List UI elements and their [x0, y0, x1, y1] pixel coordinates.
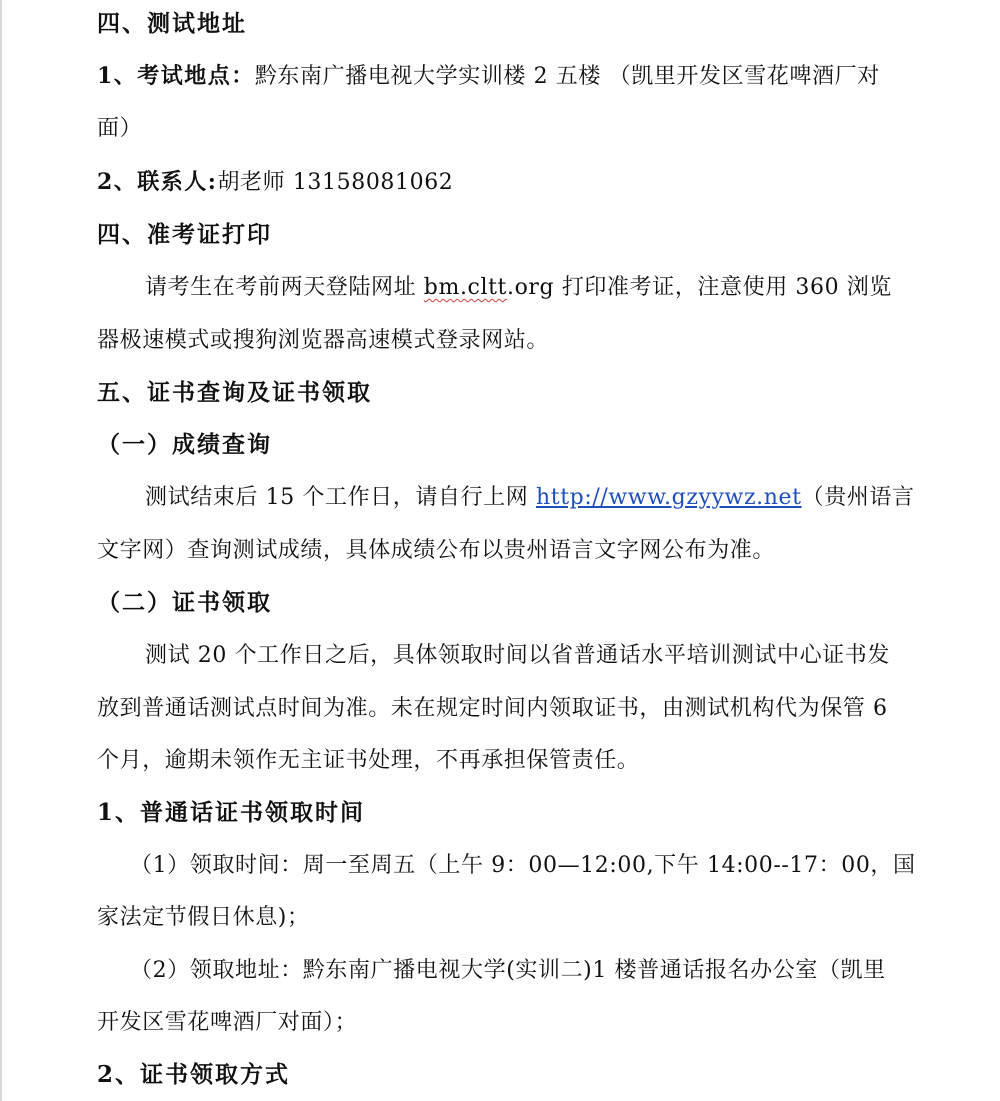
section-heading-test-address: 四、测试地址	[97, 10, 247, 37]
collection-time-line1: （1）领取时间：周一至周五（上午 9：00—12:00,下午 14:00--17：00，国	[130, 853, 916, 878]
score-para-pre: 测试结束后 15 个工作日，请自行上网	[145, 485, 536, 510]
subheading-certificate-collection: （二）证书领取	[97, 589, 272, 616]
website-url-part2: .org	[506, 275, 555, 300]
print-para-post: 打印准考证，注意使用 360 浏览	[554, 275, 893, 300]
exam-location-line	[97, 61, 907, 92]
print-para-pre: 请考生在考前两天登陆网址	[145, 275, 424, 300]
section-heading-certificate: 五、证书查询及证书领取	[97, 379, 372, 406]
item-collection-method: 2、证书领取方式	[97, 1061, 291, 1088]
item-collection-time: 1、普通话证书领取时间	[97, 799, 366, 826]
collection-time-line2: 家法定节假日休息)；	[97, 905, 310, 930]
exam-location-label: 1、考试地点：	[97, 63, 255, 89]
website-url-part1: bm.cltt	[423, 275, 507, 300]
collection-address-line2: 开发区雪花啤酒厂对面）；	[97, 1010, 358, 1035]
subheading-score-query: （一）成绩查询	[97, 431, 272, 458]
score-paragraph-line2: 文字网）查询测试成绩，具体成绩公布以贵州语言文字网公布为准。	[97, 538, 776, 563]
collection-address-line1: （2）领取地址：黔东南广播电视大学(实训二)1 楼普通话报名办公室（凯里	[130, 958, 886, 983]
exam-location-continued: 面）	[97, 116, 143, 141]
exam-location-text: 黔东南广播电视大学实训楼 2 五楼 （凯里开发区雪花啤酒厂对	[254, 64, 880, 89]
gzyywz-link[interactable]: http://www.gzyywz.net	[535, 485, 802, 510]
page-edge	[0, 0, 2, 1101]
print-paragraph-line1	[145, 273, 892, 303]
collection-paragraph-line3: 个月，逾期未领作无主证书处理，不再承担保管责任。	[97, 748, 640, 773]
collection-paragraph-line2: 放到普通话测试点时间为准。未在规定时间内领取证书，由测试机构代为保管 6	[97, 696, 888, 721]
contact-label: 2、联系人:	[97, 169, 218, 195]
contact-line	[97, 167, 453, 198]
collection-paragraph-line1: 测试 20 个工作日之后，具体领取时间以省普通话水平培训测试中心证书发	[145, 643, 890, 668]
score-paragraph-line1	[145, 483, 915, 513]
contact-text: 胡老师 13158081062	[217, 170, 454, 195]
section-heading-admission-print: 四、准考证打印	[97, 221, 272, 248]
print-paragraph-line2: 器极速模式或搜狗浏览器高速模式登录网站。	[97, 328, 550, 353]
score-para-post: （贵州语言	[801, 485, 915, 510]
